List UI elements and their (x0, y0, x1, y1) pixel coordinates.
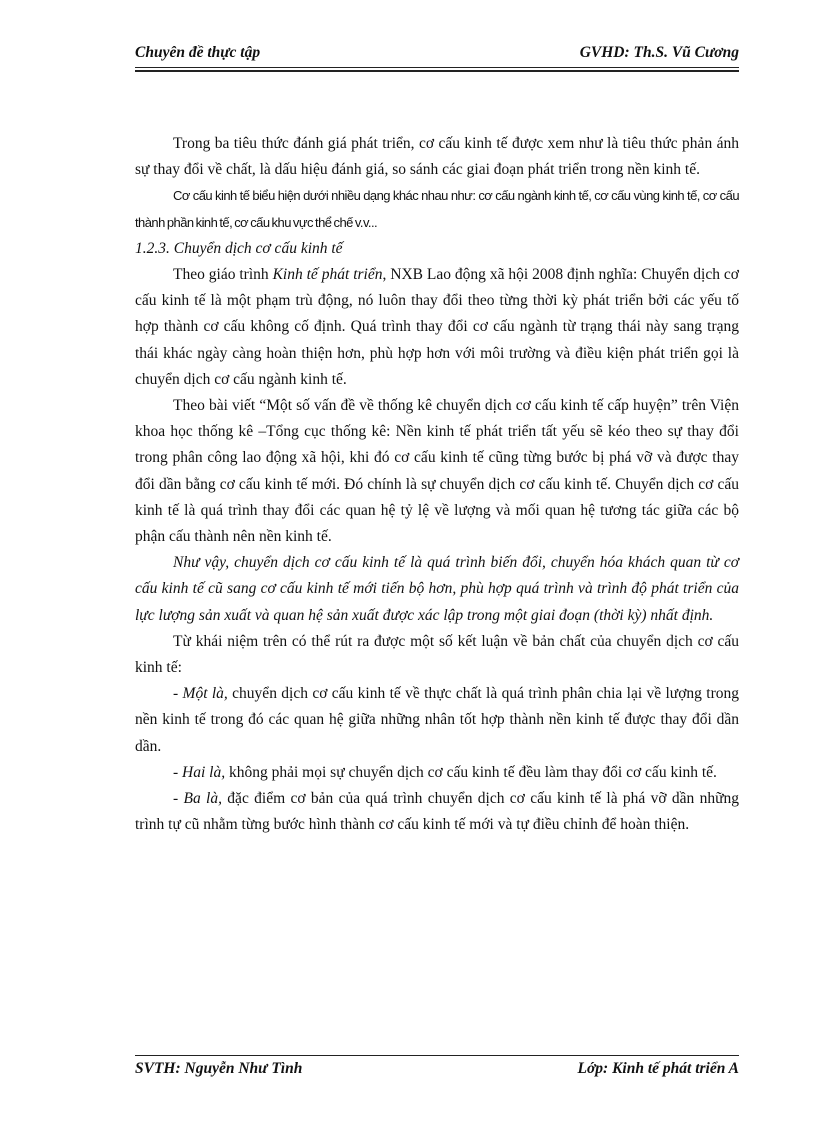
paragraph-3-text-b: , NXB Lao động xã hội 2008 định nghĩa: Chuyển dịch cơ cấu kinh tế là một phạm trù động, nó luôn thay đổi theo từng thời kỳ phát triển bởi các yếu tố hợp thành cơ cấu không cố định. Quá trình thay đổi cơ cấu ngành từ trạng thái này sang trạng thái khác ngày càng hoàn thiện hơn, phù hợp hơn với môi trường và điều kiện phát triển gọi là chuyển dịch cơ cấu ngành kinh tế. (135, 266, 739, 388)
paragraph-4: Theo bài viết “Một số vấn đề về thống kê chuyển dịch cơ cấu kinh tế cấp huyện” trên Viện khoa học thống kê –Tổng cục thống kê: Nền kinh tế phát triển tất yếu sẽ kéo theo sự thay đổi trong phân công lao động xã hội, khi đó cơ cấu kinh tế cũng từng bước bị phá vỡ và được thay đổi dần bằng cơ cấu kinh tế mới. Đó chính là sự chuyển dịch cơ cấu kinh tế. Chuyển dịch cơ cấu kinh tế là quá trình thay đổi các quan hệ tỷ lệ về lượng và mối quan hệ tương tác giữa các bộ phận cấu thành nên nền kinh tế. (135, 397, 739, 546)
list-item-3 (135, 786, 739, 838)
list-item-2-dash: - (173, 763, 183, 781)
paragraph-3-text-a: Theo giáo trình (173, 266, 273, 284)
page-footer (135, 1060, 739, 1082)
list-item-3-lead: Ba là, (183, 790, 222, 808)
header-rule-thick (135, 70, 739, 72)
paragraph-1: Trong ba tiêu thức đánh giá phát triển, cơ cấu kinh tế được xem như là tiêu thức phản ánh sự thay đổi về chất, là dấu hiệu đánh giá, so sánh các giai đoạn phát triển trong nền kinh tế. (135, 135, 739, 179)
paragraph-6: Từ khái niệm trên có thể rút ra được một số kết luận về bản chất của chuyển dịch cơ cấu kinh tế: (135, 632, 739, 677)
paragraph-5: Như vậy, chuyển dịch cơ cấu kinh tế là quá trình biến đổi, chuyển hóa khách quan từ cơ cấu kinh tế cũ sang cơ cấu kinh tế mới tiến bộ hơn, phù hợp quá trình và trình độ phát triển của lực lượng sản xuất và quan hệ sản xuất được xác lập trong một giai đoạn (thời kỳ) nhất định. (135, 554, 739, 624)
footer-rule (135, 1055, 739, 1056)
paragraph-2: Cơ cấu kinh tế biểu hiện dưới nhiều dạng khác nhau như: cơ cấu ngành kinh tế, cơ cấu vùng kinh tế, cơ cấu thành phần kinh tế, cơ cấu khu vực thể chế v.v... (135, 188, 739, 230)
list-item-3-dash: - (173, 790, 184, 808)
section-heading: 1.2.3. Chuyển dịch cơ cấu kinh tế (135, 239, 343, 257)
list-item-2-text: không phải mọi sự chuyển dịch cơ cấu kinh tế đều làm thay đổi cơ cấu kinh tế. (225, 763, 717, 781)
book-title: Kinh tế phát triển (272, 266, 383, 284)
list-item-3-text: đặc điểm cơ bản của quá trình chuyển dịch cơ cấu kinh tế là phá vỡ dần những trình tự cũ nhằm từng bước hình thành cơ cấu kinh tế mới và tự điều chỉnh để hoàn thiện. (135, 790, 740, 834)
document-body (135, 131, 739, 838)
list-item-1-lead: Một là, (182, 685, 228, 703)
header-course-title: Chuyên đề thực tập (135, 44, 261, 61)
list-item-1-dash: - (173, 685, 183, 703)
footer-student: SVTH: Nguyễn Như Tình (135, 1060, 303, 1077)
header-advisor: GVHD: Th.S. Vũ Cương (579, 44, 739, 61)
footer-class: Lớp: Kinh tế phát triển A (577, 1060, 739, 1077)
paragraph-3 (135, 262, 739, 393)
list-item-2-lead: Hai là, (182, 763, 226, 781)
header-rule-thin (135, 67, 739, 68)
list-item-2 (135, 760, 739, 786)
list-item-1 (135, 681, 739, 760)
page-header (135, 44, 739, 66)
list-item-1-text: chuyển dịch cơ cấu kinh tế về thực chất là quá trình phân chia lại về lượng trong nền kinh tế trong đó các quan hệ giữa những nhân tốt hợp thành nền kinh tế được thay đổi dần dần. (135, 685, 739, 755)
